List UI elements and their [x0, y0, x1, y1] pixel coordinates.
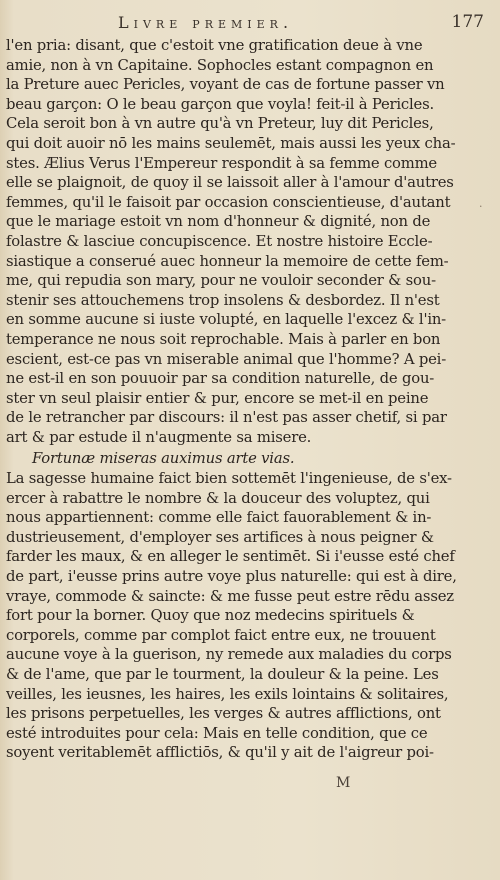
- text-line: siastique a conserué auec honneur la memoire de cette fem-: [6, 252, 449, 270]
- text-line: fort pour la borner. Quoy que noz medecins spirituels &: [6, 607, 415, 625]
- text-line: stes. Ælius Verus l'Empereur respondit à sa femme comme: [6, 154, 437, 172]
- text-line: Cela seroit bon à vn autre qu'à vn Preteur, luy dit Pericles,: [6, 115, 434, 133]
- body-text: [6, 36, 494, 763]
- text-line: dustrieusement, d'employer ses artifices à nous peigner &: [6, 528, 434, 546]
- text-line: que le mariage estoit vn nom d'honneur & dignité, non de: [6, 213, 431, 231]
- text-line: escient, est-ce pas vn miserable animal que l'homme? A pei-: [6, 350, 446, 368]
- text-line: la Preture auec Pericles, voyant de cas de fortune passer vn: [6, 76, 445, 94]
- text-line: l'en pria: disant, que c'estoit vne gratification deue à vne: [6, 37, 423, 54]
- text-line: corporels, comme par complot faict entre eux, ne trouuent: [6, 626, 436, 644]
- text-line: femmes, qu'il le faisoit par occasion conscientieuse, d'autant: [6, 193, 451, 211]
- text-line: soyent veritablemēt afflictiōs, & qu'il y ait de l'aigreur poi-: [6, 744, 434, 762]
- text-line: vraye, commode & saincte: & me fusse peut estre rēdu assez: [6, 587, 454, 605]
- text-line: aucune voye à la guerison, ny remede aux maladies du corps: [6, 646, 452, 664]
- text-line: ercer à rabattre le nombre & la douceur des voluptez, qui: [6, 489, 430, 507]
- text-line: & de l'ame, que par le tourment, la douleur & la peine. Les: [6, 666, 439, 683]
- text-line: temperance ne nous soit reprochable. Mais à parler en bon: [6, 330, 441, 348]
- text-line: les prisons perpetuelles, les verges & autres afflictions, ont: [6, 705, 441, 723]
- text-line: farder les maux, & en alleger le sentimēt. Si i'eusse esté chef: [6, 548, 455, 566]
- running-head: Livre premier.: [118, 13, 294, 32]
- text-line: en somme aucune si iuste volupté, en laquelle l'excez & l'in-: [6, 311, 446, 329]
- text-line: folastre & lasciue concupiscence. Et nostre histoire Eccle-: [6, 232, 433, 250]
- latin-citation: Fortunæ miseras auximus arte vias.: [32, 450, 295, 468]
- text-line: me, qui repudia son mary, pour ne vouloir seconder & sou-: [6, 272, 436, 290]
- text-line: elle se plaignoit, de quoy il se laissoit aller à l'amour d'autres: [6, 174, 454, 192]
- text-line: stenir ses attouchemens trop insolens & desbordez. Il n'est: [6, 291, 440, 309]
- text-line: de le retrancher par discours: il n'est pas asser chetif, si par: [6, 409, 447, 427]
- text-line: La sagesse humaine faict bien sottemēt l'ingenieuse, de s'ex-: [6, 470, 452, 488]
- text-line: art & par estude il n'augmente sa misere.: [6, 428, 312, 446]
- text-line: de part, i'eusse prins autre voye plus naturelle: qui est à dire,: [6, 568, 457, 586]
- text-line: esté introduites pour cela: Mais en telle condition, que ce: [6, 724, 428, 742]
- text-line: nous appartiennent: comme elle faict fauorablement & in-: [6, 509, 432, 527]
- text-line: qui doit auoir nō les mains seulemēt, mais aussi les yeux cha-: [6, 134, 456, 152]
- page-header: [0, 10, 500, 34]
- margin-mark: ·: [479, 200, 483, 213]
- signature-mark: M: [336, 775, 351, 791]
- text-line: beau garçon: O le beau garçon que voyla! feit-il à Pericles.: [6, 95, 434, 113]
- text-line: ne est-il en son pouuoir par sa condition naturelle, de gou-: [6, 370, 435, 388]
- text-line: ster vn seul plaisir entier & pur, encore se met-il en peine: [6, 389, 429, 407]
- text-line: amie, non à vn Capitaine. Sophocles estant compagnon en: [6, 56, 434, 74]
- page-number: 177: [451, 12, 484, 32]
- text-line: veilles, les ieusnes, les haires, les exils lointains & solitaires,: [6, 685, 449, 703]
